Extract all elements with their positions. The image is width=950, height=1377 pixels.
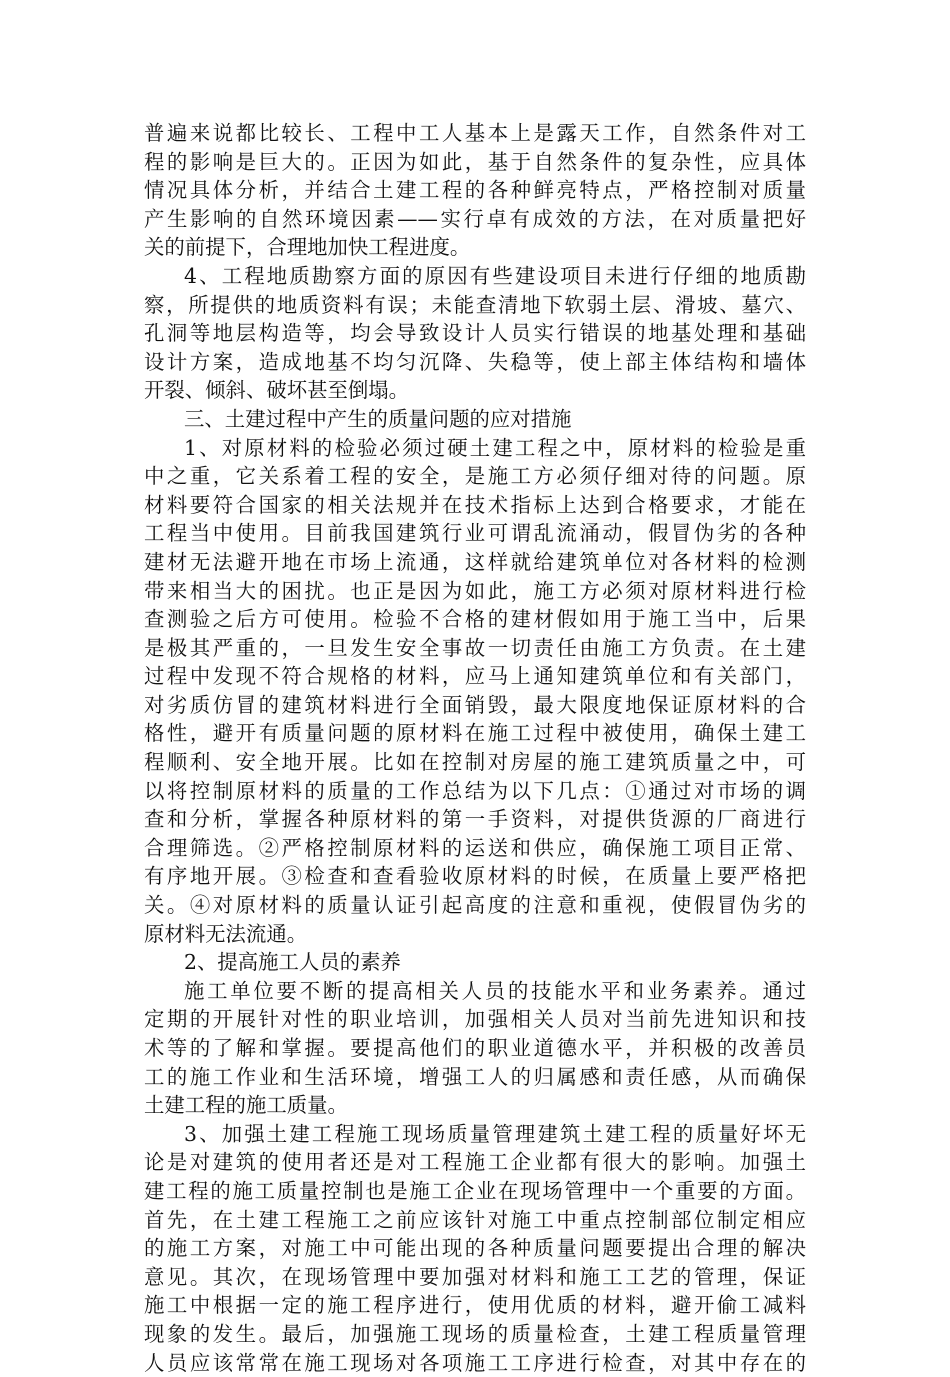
text-line: 1、对原材料的检验必须过硬土建工程之中，原材料的检验是重 [184, 435, 806, 460]
text-line: 首先，在土建工程施工之前应该针对施工中重点控制部位制定相应 [144, 1207, 806, 1232]
text-line: 意见。其次，在现场管理中要加强对材料和施工工艺的管理，保证 [144, 1264, 806, 1289]
text-line: 带来相当大的困扰。也正是因为如此，施工方必须对原材料进行检 [144, 578, 806, 603]
section-heading-staff-quality: 2、提高施工人员的素养 [184, 950, 401, 975]
text-line: 以将控制原材料的质量的工作总结为以下几点：①通过对市场的调 [144, 778, 806, 803]
text-line: 开裂、倾斜、破坏甚至倒塌。 [144, 378, 410, 403]
text-line: 施工单位要不断的提高相关人员的技能水平和业务素养。通过 [184, 978, 806, 1003]
text-line: 孔洞等地层构造等，均会导致设计人员实行错误的地基处理和基础 [144, 321, 806, 346]
text-line: 程的影响是巨大的。正因为如此，基于自然条件的复杂性，应具体 [144, 149, 806, 174]
text-line: 是极其严重的，一旦发生安全事故一切责任由施工方负责。在土建 [144, 635, 806, 660]
text-line: 建材无法避开地在市场上流通，这样就给建筑单位对各材料的检测 [144, 549, 806, 574]
text-line: 的施工方案，对施工中可能出现的各种质量问题要提出合理的解决 [144, 1236, 806, 1261]
text-line: 中之重，它关系着工程的安全，是施工方必须仔细对待的问题。原 [144, 464, 806, 489]
text-line: 产生影响的自然环境因素——实行卓有成效的方法，在对质量把好 [144, 206, 806, 231]
text-line: 建工程的施工质量控制也是施工企业在现场管理中一个重要的方面。 [144, 1178, 806, 1203]
text-line: 论是对建筑的使用者还是对工程施工企业都有很大的影响。加强土 [144, 1150, 806, 1175]
text-line: 设计方案，造成地基不均匀沉降、失稳等，使上部主体结构和墙体 [144, 349, 806, 374]
text-line: 现象的发生。最后，加强施工现场的质量检查，土建工程质量管理 [144, 1321, 806, 1346]
text-line: 定期的开展针对性的职业培训，加强相关人员对当前先进知识和技 [144, 1007, 806, 1032]
text-line: 程顺利、安全地开展。比如在控制对房屋的施工建筑质量之中，可 [144, 750, 806, 775]
section-heading-countermeasures: 三、土建过程中产生的质量问题的应对措施 [184, 406, 572, 431]
paragraph-site-quality-management [144, 1120, 806, 1377]
text-line: 有序地开展。③检查和查看验收原材料的时候，在质量上要严格把 [144, 864, 806, 889]
paragraph-staff-training [144, 977, 806, 1120]
text-line: 查和分析，掌握各种原材料的第一手资料，对提供货源的厂商进行 [144, 807, 806, 832]
text-line: 察，所提供的地质资料有误；未能查清地下软弱土层、滑坡、墓穴、 [144, 292, 806, 317]
text-line: 人员应该常常在施工现场对各项施工工序进行检查，对其中存在的 [144, 1350, 806, 1375]
text-line: 查测验之后方可使用。检验不合格的建材假如用于施工当中，后果 [144, 607, 806, 632]
text-line: 工的施工作业和生活环境，增强工人的归属感和责任感，从而确保 [144, 1064, 806, 1089]
document-page [144, 119, 806, 1377]
text-line: 过程中发现不符合规格的材料，应马上通知建筑单位和有关部门， [144, 664, 806, 689]
paragraph-raw-material-inspection [144, 434, 806, 949]
text-line: 合理筛选。②严格控制原材料的运送和供应，确保施工项目正常、 [144, 835, 806, 860]
paragraph-natural-conditions [144, 119, 806, 262]
text-line: 3、加强土建工程施工现场质量管理建筑土建工程的质量好坏无 [184, 1121, 806, 1146]
text-line: 情况具体分析，并结合土建工程的各种鲜亮特点，严格控制对质量 [144, 178, 806, 203]
text-line: 工程当中使用。目前我国建筑行业可谓乱流涌动，假冒伪劣的各种 [144, 521, 806, 546]
text-line: 土建工程的施工质量。 [144, 1093, 348, 1118]
text-line: 格性，避开有质量问题的原材料在施工过程中被使用，确保土建工 [144, 721, 806, 746]
text-line: 4、工程地质勘察方面的原因有些建设项目未进行仔细的地质勘 [184, 263, 806, 288]
text-line: 关的前提下，合理地加快工程进度。 [144, 235, 471, 260]
text-line: 术等的了解和掌握。要提高他们的职业道德水平，并积极的改善员 [144, 1036, 806, 1060]
text-line: 施工中根据一定的施工程序进行，使用优质的材料，避开偷工减料 [144, 1293, 806, 1318]
text-line: 普遍来说都比较长、工程中工人基本上是露天工作，自然条件对工 [144, 121, 806, 145]
text-line: 材料要符合国家的相关法规并在技术指标上达到合格要求，才能在 [144, 492, 806, 517]
text-line: 关。④对原材料的质量认证引起高度的注意和重视，使假冒伪劣的 [144, 893, 806, 918]
text-line: 原材料无法流通。 [144, 921, 308, 946]
text-line: 对劣质仿冒的建筑材料进行全面销毁，最大限度地保证原材料的合 [144, 692, 806, 717]
paragraph-geological-survey [144, 262, 806, 405]
